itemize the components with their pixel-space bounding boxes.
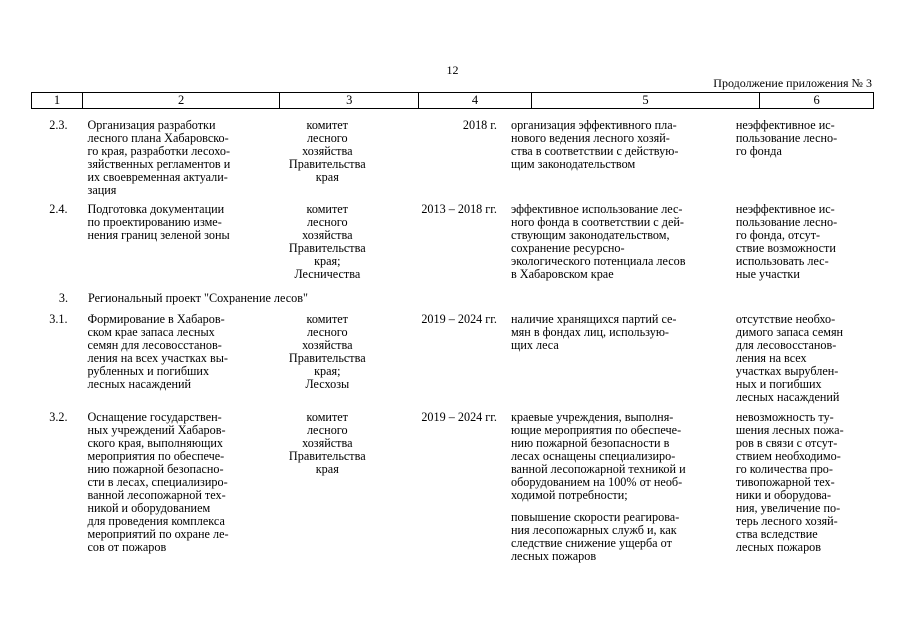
consequences-line: для лесовосстанов-	[735, 338, 837, 352]
measure-name-line: мероприятий по охране ле-	[87, 527, 229, 541]
table-row	[31, 119, 874, 197]
consequences	[736, 203, 874, 281]
header-col-6: 6	[813, 93, 820, 107]
executor-line: комитет	[306, 118, 349, 132]
measure-name-line: Организация разработки	[87, 118, 216, 132]
expected-result-line: ющие мероприятия по обеспече-	[510, 423, 682, 437]
expected-result	[511, 411, 736, 563]
expected-result-line: нового ведения лесного хозяй-	[510, 131, 670, 145]
executor-line: края;	[314, 364, 341, 378]
expected-result-line: ния лесопожарных служб и, как	[510, 523, 677, 537]
executor-line: лесного	[306, 215, 348, 229]
table-header	[31, 92, 874, 109]
executor	[278, 313, 377, 404]
consequences-line: го количества про-	[735, 462, 833, 476]
expected-result-line: экологического потенциала лесов	[510, 254, 686, 268]
consequences-line: шения лесных пожа-	[735, 423, 844, 437]
measure-name-line: ванной лесопожарной тех-	[87, 488, 226, 502]
consequences-line: невозможность ту-	[735, 410, 834, 424]
row-number: 2.4.	[49, 202, 68, 216]
measure-name-line: лесных насаждений	[87, 377, 192, 391]
expected-result-line: эффективное использование лес-	[510, 202, 683, 216]
expected-result-line: повышение скорости реагирова-	[510, 510, 680, 524]
section-title: Региональный проект "Сохранение лесов"	[88, 291, 308, 305]
expected-result-line: наличие хранящихся партий се-	[510, 312, 677, 326]
expected-result-line: в Хабаровском крае	[510, 267, 614, 281]
consequences-line: ных и погибших	[735, 377, 822, 391]
header-col-3: 3	[280, 93, 419, 108]
expected-result-line: ванной лесопожарной техникой и	[510, 462, 686, 476]
expected-result-line: ствующим законодательством,	[510, 228, 670, 242]
measure-name-line: ных учреждений Хабаров-	[87, 423, 226, 437]
executor-line: лесного	[306, 423, 348, 437]
consequences	[736, 313, 874, 404]
executor-line: лесного	[306, 131, 348, 145]
executor-line: хозяйства	[302, 144, 353, 158]
row-number: 3.2.	[49, 410, 68, 424]
consequences-line: лесных пожаров	[735, 540, 822, 554]
expected-result-line: организация эффективного пла-	[510, 118, 677, 132]
consequences-line: отсутствие необхо-	[735, 312, 836, 326]
measure-name-line: Формирование в Хабаров-	[87, 312, 225, 326]
table-row	[31, 411, 874, 563]
measure-name-line: сти в лесах, специализиро-	[87, 475, 228, 489]
executor	[278, 411, 377, 563]
measure-name	[88, 203, 274, 281]
consequences-line: го фонда	[735, 144, 782, 158]
consequences-line: ления на всех	[735, 351, 807, 365]
executor-line: Правительства	[288, 449, 366, 463]
consequences-line: пользование лесно-	[735, 215, 838, 229]
consequences-line: ров в связи с отсут-	[735, 436, 838, 450]
expected-result-line: ства в соответствии с действую-	[510, 144, 679, 158]
executor-line: хозяйства	[302, 436, 353, 450]
header-col-5: 5	[532, 93, 760, 108]
expected-result-line: оборудованием на 100% от необ-	[510, 475, 683, 489]
measure-name-line: ского края, выполняющих	[87, 436, 223, 450]
expected-result-line: нию пожарной безопасности в	[510, 436, 670, 450]
section-number: 3.	[58, 291, 68, 305]
measure-name-line: мероприятия по обеспече-	[87, 449, 225, 463]
expected-result-line: следствие снижение ущерба от	[510, 536, 672, 550]
expected-result-line: сохранение ресурсно-	[510, 241, 625, 255]
expected-result-line: мян в фондах лиц, использую-	[510, 325, 669, 339]
executor-line: края	[315, 462, 339, 476]
executor-line: комитет	[306, 202, 349, 216]
consequences-line: лесных насаждений	[735, 390, 840, 404]
measure-name-line: нию пожарной безопасно-	[87, 462, 224, 476]
measure-name	[88, 313, 274, 404]
measure-name-line: го края, разработки лесохо-	[87, 144, 231, 158]
period: 2019 – 2024 гг.	[421, 312, 497, 326]
measure-name-line: по проектированию изме-	[87, 215, 222, 229]
executor-line: хозяйства	[302, 338, 353, 352]
measure-name-line: их своевременная актуали-	[87, 170, 228, 184]
executor	[278, 203, 377, 281]
executor-line: Правительства	[288, 157, 366, 171]
expected-result-line: лесах оснащены специализиро-	[510, 449, 676, 463]
measure-name-line: для проведения комплекса	[87, 514, 225, 528]
measure-name-line: Подготовка документации	[87, 202, 225, 216]
expected-result-line: щих леса	[510, 338, 559, 352]
expected-result-line: краевые учреждения, выполня-	[510, 410, 674, 424]
consequences-line: димого запаса семян	[735, 325, 844, 339]
measure-name-line: ления на всех участках вы-	[87, 351, 228, 365]
consequences	[736, 411, 874, 563]
expected-result	[511, 119, 736, 197]
executor-line: Правительства	[288, 241, 366, 255]
period: 2018 г.	[462, 118, 497, 132]
executor-line: Правительства	[288, 351, 366, 365]
measure-name-line: зация	[87, 183, 117, 197]
executor-line: комитет	[306, 410, 349, 424]
continuation-label: Продолжение приложения № 3	[713, 76, 872, 90]
consequences-line: участках вырублен-	[735, 364, 839, 378]
executor-line: хозяйства	[302, 228, 353, 242]
expected-result	[511, 313, 736, 404]
consequences-line: ния, увеличение по-	[735, 501, 841, 515]
consequences-line: го фонда, отсут-	[735, 228, 821, 242]
executor-line: края;	[314, 254, 341, 268]
section-heading	[31, 292, 308, 305]
expected-result-line: щим законодательством	[510, 157, 636, 171]
consequences-line: тивопожарной тех-	[735, 475, 835, 489]
measure-name-line: сов от пожаров	[87, 540, 167, 554]
consequences-line: ники и оборудова-	[735, 488, 831, 502]
measure-name-line: никой и оборудованием	[87, 501, 211, 515]
measure-name-line: нения границ зеленой зоны	[87, 228, 230, 242]
page-number: 12	[446, 63, 459, 77]
executor-line: края	[315, 170, 339, 184]
expected-result-line: лесных пожаров	[510, 549, 597, 563]
expected-result-line: ходимой потребности;	[510, 488, 628, 502]
measure-name-line: Оснащение государствен-	[87, 410, 222, 424]
row-number: 3.1.	[49, 312, 68, 326]
executor	[278, 119, 377, 197]
measure-name-line: рубленных и погибших	[87, 364, 210, 378]
header-col-1: 1	[32, 93, 83, 108]
consequences-line: ствие возможности	[735, 241, 836, 255]
header-col-2: 2	[83, 93, 281, 108]
consequences-line: пользование лесно-	[735, 131, 838, 145]
measure-name	[88, 411, 274, 563]
expected-result-line: ного фонда в соответствии с дей-	[510, 215, 684, 229]
executor-line: комитет	[306, 312, 349, 326]
consequences-line: неэффективное ис-	[735, 202, 835, 216]
consequences-line: ствием необходимо-	[735, 449, 841, 463]
measure-name-line: зяйственных регламентов и	[87, 157, 231, 171]
consequences-line: неэффективное ис-	[735, 118, 835, 132]
row-number: 2.3.	[49, 118, 68, 132]
measure-name-line: ском крае запаса лесных	[87, 325, 215, 339]
consequences	[736, 119, 874, 197]
header-col-4: 4	[419, 93, 532, 108]
period: 2019 – 2024 гг.	[421, 410, 497, 424]
executor-line: Лесхозы	[305, 377, 350, 391]
table-row	[31, 313, 874, 404]
measure-name	[88, 119, 274, 197]
consequences-line: использовать лес-	[735, 254, 829, 268]
consequences-line: терь лесного хозяй-	[735, 514, 838, 528]
expected-result	[511, 203, 736, 281]
measure-name-line: лесного плана Хабаровско-	[87, 131, 229, 145]
executor-line: Лесничества	[294, 267, 361, 281]
consequences-line: ные участки	[735, 267, 800, 281]
period: 2013 – 2018 гг.	[421, 202, 497, 216]
table-row	[31, 203, 874, 281]
measure-name-line: семян для лесовосстанов-	[87, 338, 222, 352]
consequences-line: ства вследствие	[735, 527, 818, 541]
executor-line: лесного	[306, 325, 348, 339]
